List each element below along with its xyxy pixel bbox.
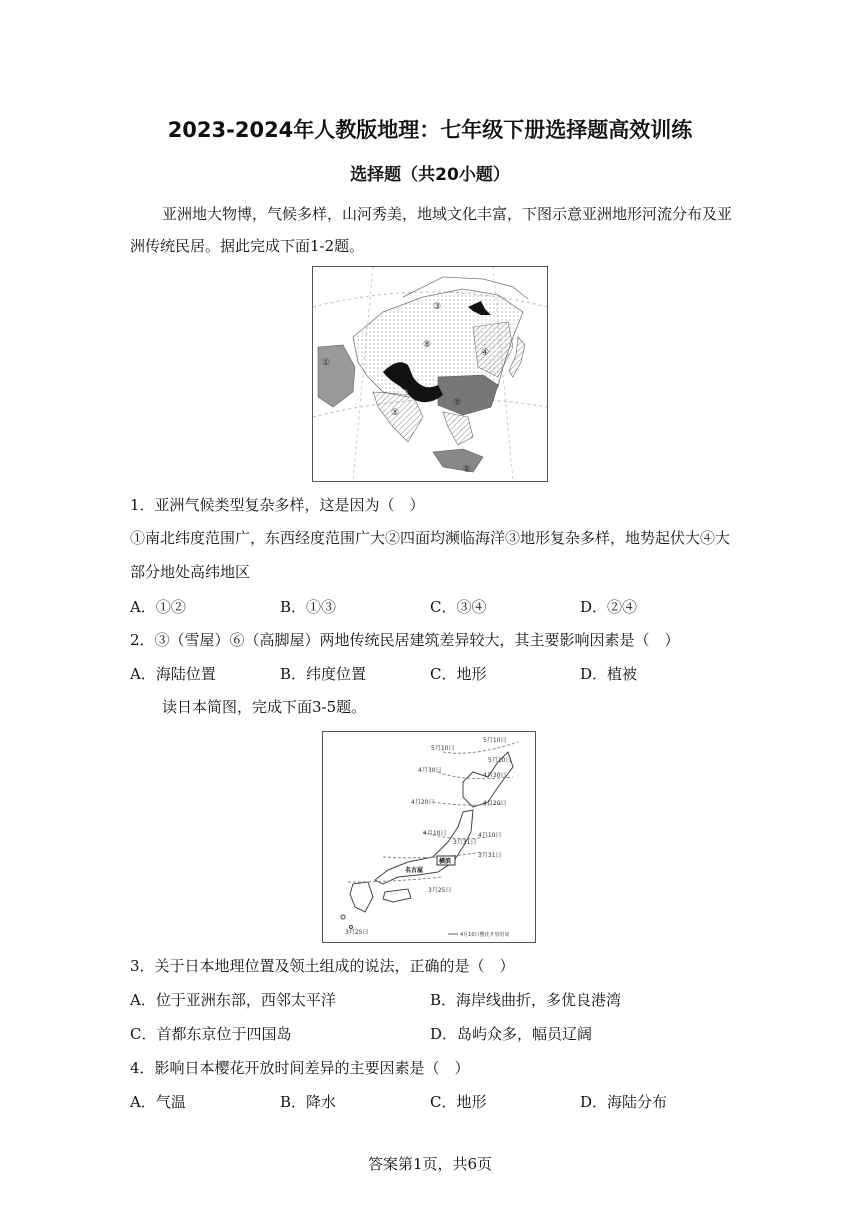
svg-text:③: ③ bbox=[433, 302, 442, 312]
q2-option-a[interactable]: A．海陆位置 bbox=[130, 665, 216, 683]
svg-text:⑤: ⑤ bbox=[391, 408, 400, 418]
city-yokohama: 横滨 bbox=[439, 858, 452, 865]
date-label: 4月20日 bbox=[483, 800, 507, 807]
q1-option-b[interactable]: B．①③ bbox=[280, 598, 337, 616]
date-label: 4月20日 bbox=[411, 799, 435, 806]
page-footer: 答案第1页，共6页 bbox=[367, 1155, 493, 1173]
japan-map bbox=[322, 731, 536, 943]
q1-option-a[interactable]: A．①② bbox=[130, 598, 186, 616]
date-label: 4月30日 bbox=[483, 772, 507, 779]
q1-line2: 部分地处高纬地区 bbox=[130, 563, 251, 581]
date-label: 3月25日 bbox=[428, 887, 452, 894]
q3-option-c[interactable]: C．首都东京位于四国岛 bbox=[130, 1025, 292, 1043]
q3-stem: 3．关于日本地理位置及领土组成的说法，正确的是（ ） bbox=[130, 957, 515, 975]
intro1-line1: 亚洲地大物博，气候多样，山河秀美，地域文化丰富，下图示意亚洲地形河流分布及亚 bbox=[162, 205, 733, 223]
asia-map-figure bbox=[313, 267, 547, 481]
q2-option-d[interactable]: D．植被 bbox=[580, 665, 638, 683]
q3-option-a[interactable]: A．位于亚洲东部，西邻太平洋 bbox=[130, 991, 336, 1009]
q1-option-c[interactable]: C．③④ bbox=[430, 598, 487, 616]
city-nagoya: 名古屋 bbox=[405, 867, 424, 874]
svg-text:⑧: ⑧ bbox=[423, 340, 432, 350]
svg-text:②: ② bbox=[401, 388, 409, 397]
q1-option-d[interactable]: D．②④ bbox=[580, 598, 638, 616]
q2-option-c[interactable]: C．地形 bbox=[430, 665, 487, 683]
map-legend: 4月10日樱花开放时间 bbox=[460, 932, 510, 938]
intro1-line2: 洲传统民居。据此完成下面1-2题。 bbox=[130, 237, 365, 255]
date-label: 3月31日 bbox=[453, 839, 477, 846]
q4-option-d[interactable]: D．海陆分布 bbox=[580, 1093, 668, 1111]
date-label: 3月31日 bbox=[478, 852, 502, 859]
date-label: 4月30日 bbox=[418, 767, 442, 774]
document-title: 2023-2024年人教版地理：七年级下册选择题高效训练 bbox=[167, 118, 693, 142]
date-label: 4月10日 bbox=[478, 832, 502, 839]
date-label: 3月25日 bbox=[345, 929, 369, 936]
date-label: 5月10日 bbox=[488, 757, 512, 764]
q4-option-b[interactable]: B．降水 bbox=[280, 1093, 337, 1111]
q3-option-b[interactable]: B．海岸线曲折，多优良港湾 bbox=[430, 991, 622, 1009]
svg-text:⑦: ⑦ bbox=[453, 398, 462, 408]
q2-option-b[interactable]: B．纬度位置 bbox=[280, 665, 367, 683]
q3-option-d[interactable]: D．岛屿众多，幅员辽阔 bbox=[430, 1025, 593, 1043]
svg-text:①: ① bbox=[322, 358, 331, 368]
date-label: 5月10日 bbox=[431, 745, 455, 752]
date-label: 5月10日 bbox=[483, 737, 507, 744]
intro2: 读日本简图，完成下面3-5题。 bbox=[162, 698, 367, 716]
section-subtitle: 选择题（共20小题） bbox=[350, 165, 510, 185]
q2-stem: 2．③（雪屋）⑥（高脚屋）两地传统民居建筑差异较大，其主要影响因素是（ ） bbox=[130, 631, 680, 649]
asia-map bbox=[312, 266, 548, 482]
date-label: 4月10日 bbox=[423, 830, 447, 837]
svg-text:⑥: ⑥ bbox=[463, 465, 472, 475]
q4-option-c[interactable]: C．地形 bbox=[430, 1093, 487, 1111]
q1-line1: ①南北纬度范围广，东西经度范围广大②四面均濒临海洋③地形复杂多样，地势起伏大④大 bbox=[130, 529, 731, 547]
q1-stem: 1．亚洲气候类型复杂多样，这是因为（ ） bbox=[130, 496, 425, 514]
q4-stem: 4．影响日本樱花开放时间差异的主要因素是（ ） bbox=[130, 1059, 470, 1077]
q4-option-a[interactable]: A．气温 bbox=[130, 1093, 186, 1111]
svg-text:④: ④ bbox=[481, 348, 490, 358]
japan-map-figure bbox=[323, 732, 535, 942]
